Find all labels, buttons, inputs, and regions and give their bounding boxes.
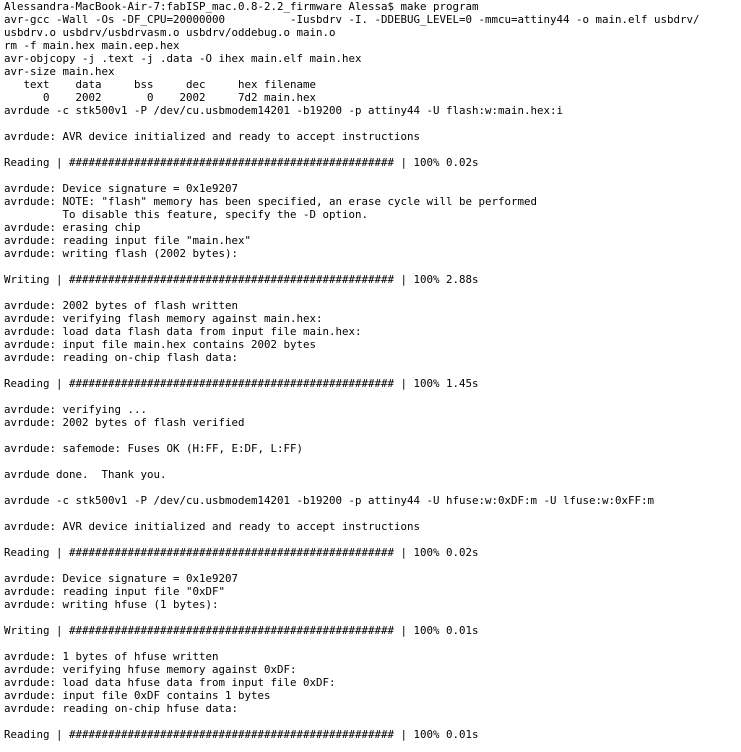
terminal-line: avrdude: 2002 bytes of flash verified bbox=[4, 416, 245, 429]
terminal-line: avrdude: verifying hfuse memory against 0xDF: bbox=[4, 663, 297, 676]
terminal-line: avrdude: writing hfuse (1 bytes): bbox=[4, 598, 219, 611]
terminal-line bbox=[4, 260, 741, 273]
terminal-line: avrdude: safemode: Fuses OK (H:FF, E:DF, L:FF) bbox=[4, 442, 304, 455]
terminal-line: avrdude: verifying ... bbox=[4, 403, 148, 416]
terminal-line bbox=[4, 455, 741, 468]
terminal-line: avrdude: Device signature = 0x1e9207 bbox=[4, 572, 239, 585]
terminal-line: Reading | ################################################## | 100% 0.02s bbox=[4, 546, 479, 559]
terminal-line bbox=[4, 481, 741, 494]
terminal-line: avrdude: erasing chip bbox=[4, 221, 141, 234]
terminal-line: avrdude: 2002 bytes of flash written bbox=[4, 299, 239, 312]
terminal-line: avr-gcc -Wall -Os -DF_CPU=20000000 -Iusbdrv -I. -DDEBUG_LEVEL=0 -mmcu=attiny44 -o main.elf usbdrv/ bbox=[4, 13, 700, 26]
terminal-line bbox=[4, 364, 741, 377]
terminal-line bbox=[4, 429, 741, 442]
terminal-line bbox=[4, 611, 741, 624]
terminal-line: avrdude: AVR device initialized and ready to accept instructions bbox=[4, 520, 421, 533]
terminal-line: avrdude -c stk500v1 -P /dev/cu.usbmodem14201 -b19200 -p attiny44 -U hfuse:w:0xDF:m -U lfuse:w:0xFF:m bbox=[4, 494, 655, 507]
terminal-line: Reading | ################################################## | 100% 0.02s bbox=[4, 156, 479, 169]
terminal-line: Writing | ################################################## | 100% 0.01s bbox=[4, 624, 479, 637]
terminal-line bbox=[4, 286, 741, 299]
terminal-line: avrdude: input file 0xDF contains 1 bytes bbox=[4, 689, 271, 702]
terminal-line bbox=[4, 715, 741, 728]
terminal-line: rm -f main.hex main.eep.hex bbox=[4, 39, 180, 52]
terminal-line bbox=[4, 117, 741, 130]
terminal-line: avrdude: writing flash (2002 bytes): bbox=[4, 247, 239, 260]
terminal-line: avrdude: input file main.hex contains 2002 bytes bbox=[4, 338, 317, 351]
terminal-line: avrdude: reading input file "main.hex" bbox=[4, 234, 252, 247]
terminal-line: avrdude: verifying flash memory against main.hex: bbox=[4, 312, 323, 325]
terminal-line bbox=[4, 390, 741, 403]
terminal-line: avrdude: load data hfuse data from input file 0xDF: bbox=[4, 676, 336, 689]
terminal-line bbox=[4, 143, 741, 156]
terminal-line: avr-size main.hex bbox=[4, 65, 115, 78]
terminal-line: Alessandra-MacBook-Air-7:fabISP_mac.0.8-2.2_firmware Alessa$ make program bbox=[4, 0, 479, 13]
terminal-line: avrdude: load data flash data from input file main.hex: bbox=[4, 325, 362, 338]
terminal-line: Writing | ################################################## | 100% 2.88s bbox=[4, 273, 479, 286]
terminal-line: Reading | ################################################## | 100% 1.45s bbox=[4, 377, 479, 390]
terminal-line: avrdude: 1 bytes of hfuse written bbox=[4, 650, 219, 663]
terminal-line: avrdude: reading input file "0xDF" bbox=[4, 585, 226, 598]
terminal-line: avrdude: reading on-chip flash data: bbox=[4, 351, 239, 364]
terminal-line bbox=[4, 637, 741, 650]
terminal-line: To disable this feature, specify the -D option. bbox=[4, 208, 369, 221]
terminal-line: avrdude done. Thank you. bbox=[4, 468, 167, 481]
terminal-line: 0 2002 0 2002 7d2 main.hex bbox=[4, 91, 317, 104]
terminal-line: avr-objcopy -j .text -j .data -O ihex main.elf main.hex bbox=[4, 52, 362, 65]
terminal-line: avrdude -c stk500v1 -P /dev/cu.usbmodem14201 -b19200 -p attiny44 -U flash:w:main.hex:i bbox=[4, 104, 564, 117]
terminal-line: Reading | ################################################## | 100% 0.01s bbox=[4, 728, 479, 741]
terminal-line bbox=[4, 559, 741, 572]
terminal-line bbox=[4, 533, 741, 546]
terminal-line: avrdude: AVR device initialized and ready to accept instructions bbox=[4, 130, 421, 143]
terminal-line: usbdrv.o usbdrv/usbdrvasm.o usbdrv/oddebug.o main.o bbox=[4, 26, 336, 39]
terminal-line: avrdude: NOTE: "flash" memory has been specified, an erase cycle will be performed bbox=[4, 195, 538, 208]
terminal-line bbox=[4, 507, 741, 520]
terminal-line bbox=[4, 169, 741, 182]
terminal-line: avrdude: Device signature = 0x1e9207 bbox=[4, 182, 239, 195]
terminal-line: text data bss dec hex filename bbox=[4, 78, 317, 91]
terminal-line: avrdude: reading on-chip hfuse data: bbox=[4, 702, 239, 715]
